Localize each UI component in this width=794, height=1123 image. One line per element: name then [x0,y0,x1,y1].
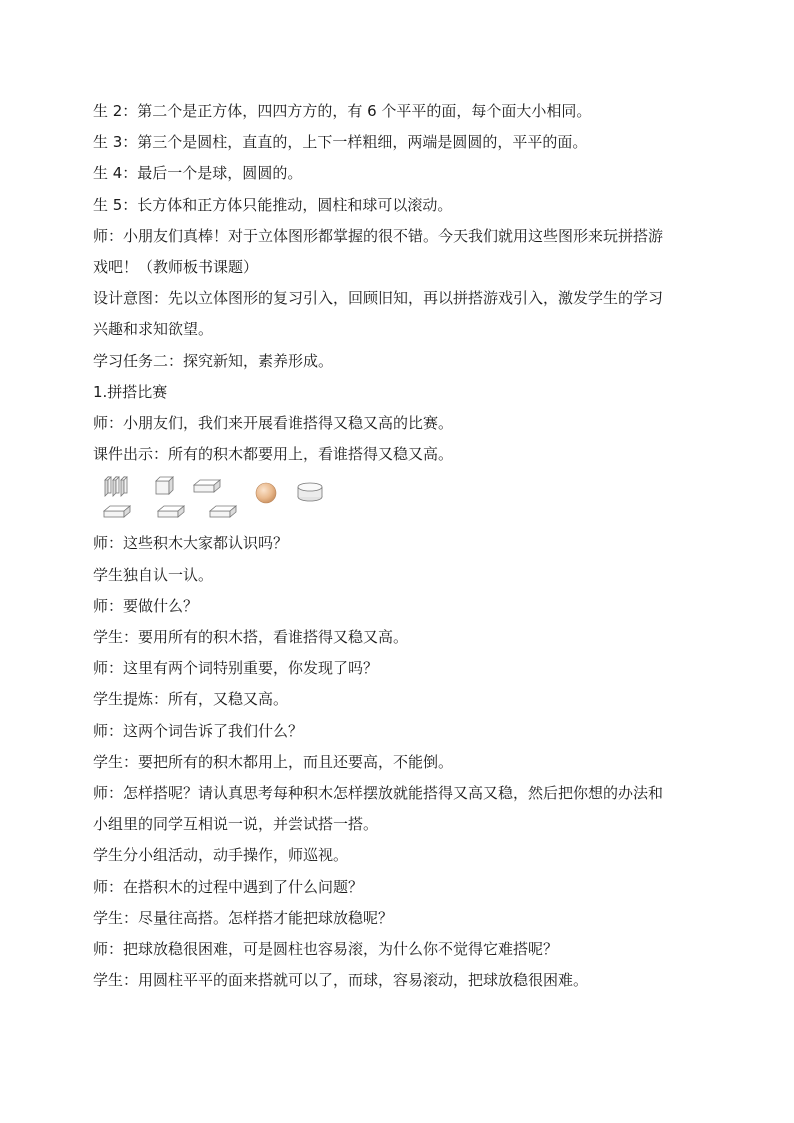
text-line: 师：这些积木大家都认识吗？ [93,534,289,553]
flat-block-icon [194,480,220,492]
text-line: 师：怎样搭呢？请认真思考每种积木怎样摆放就能搭得又高又稳，然后把你想的办法和 [93,784,664,803]
text-line: 生 4：最后一个是球，圆圆的。 [93,164,303,183]
text-line: 学生提炼：所有，又稳又高。 [93,690,289,709]
text-line: 学生：尽量往高搭。怎样搭才能把球放稳呢？ [93,908,394,927]
text-line: 兴趣和求知欲望。 [93,320,214,339]
building-blocks-figure [93,472,705,528]
text-line: 学生分小组活动，动手操作，师巡视。 [93,846,349,865]
text-line: 生 3：第三个是圆柱，直直的，上下一样粗细，两端是圆圆的，平平的面。 [93,133,588,152]
text-line: 生 5：长方体和正方体只能推动，圆柱和球可以滚动。 [93,195,453,214]
text-line: 课件出示：所有的积木都要用上，看谁搭得又稳又高。 [93,445,454,464]
text-line: 戏吧！（教师板书课题） [93,258,259,277]
text-line: 师：小朋友们，我们来开展看谁搭得又稳又高的比赛。 [93,414,454,433]
blocks-illustration [101,472,341,528]
sphere-icon [256,483,276,503]
flat-block-icon [104,506,130,517]
text-line: 学生独自认一认。 [93,565,214,584]
paragraph-group-bottom [93,528,705,996]
flat-block-icon [210,506,236,517]
text-line: 学生：要把所有的积木都用上，而且还要高，不能倒。 [93,752,454,771]
text-line: 学生：要用所有的积木搭，看谁搭得又稳又高。 [93,628,409,647]
paragraph-group-top [93,96,705,470]
text-line: 小组里的同学互相说一说，并尝试搭一搭。 [93,815,379,834]
flat-block-icon [158,506,184,517]
cylinder-icon [298,483,322,501]
text-line: 设计意图：先以立体图形的复习引入，回顾旧知，再以拼搭游戏引入，激发学生的学习 [93,289,664,308]
text-line: 师：这里有两个词特别重要，你发现了吗？ [93,659,379,678]
text-line: 师：在搭积木的过程中遇到了什么问题？ [93,877,364,896]
text-line: 师：把球放稳很困难，可是圆柱也容易滚，为什么你不觉得它难搭呢？ [93,940,559,959]
three-rectangular-prisms-icon [105,477,127,496]
section-heading: 1.拼搭比赛 [93,382,168,401]
text-line: 学生：用圆柱平平的面来搭就可以了，而球，容易滚动，把球放稳很困难。 [93,971,589,990]
text-line: 师：小朋友们真棒！对于立体图形都掌握的很不错。今天我们就用这些图形来玩拼搭游 [93,226,664,245]
text-line: 生 2：第二个是正方体，四四方方的，有 6 个平平的面，每个面大小相同。 [93,102,592,120]
cube-icon [156,477,173,494]
text-line: 师：要做什么？ [93,596,199,615]
text-line: 学习任务二：探究新知，素养形成。 [93,351,334,370]
document-page [93,96,705,996]
text-line: 师：这两个词告诉了我们什么？ [93,721,304,740]
